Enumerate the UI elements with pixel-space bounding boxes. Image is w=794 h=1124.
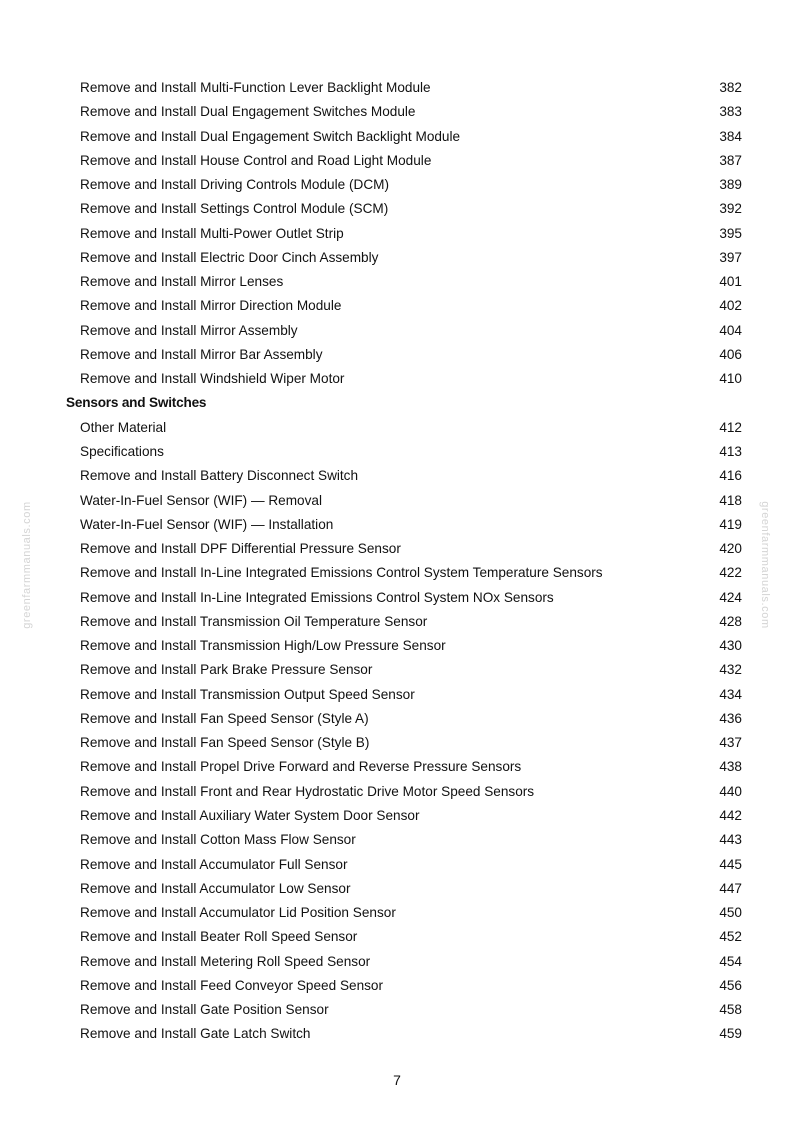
entry-page-number: 406 bbox=[719, 346, 742, 362]
entry-title: Remove and Install Mirror Assembly bbox=[80, 322, 298, 338]
entry-page-number: 397 bbox=[719, 249, 742, 265]
entry-page-number: 454 bbox=[719, 953, 742, 969]
entry-title: Remove and Install Front and Rear Hydrostatic Drive Motor Speed Sensors bbox=[80, 783, 535, 799]
toc-entry[interactable] bbox=[0, 731, 794, 755]
toc-section-heading bbox=[0, 391, 794, 415]
entry-page-number: 382 bbox=[719, 80, 742, 95]
entry-page-number: 456 bbox=[719, 977, 742, 993]
toc-entry[interactable] bbox=[0, 149, 794, 173]
entry-title: Remove and Install Mirror Lenses bbox=[80, 274, 284, 290]
entry-title: Remove and Install Electric Door Cinch Assembly bbox=[80, 249, 379, 265]
entry-page-number: 437 bbox=[719, 735, 742, 751]
toc-entry[interactable] bbox=[0, 658, 794, 682]
entry-page-number: 447 bbox=[719, 880, 742, 896]
entry-page-number: 392 bbox=[719, 201, 742, 217]
table-of-contents bbox=[0, 76, 794, 1047]
toc-entry[interactable] bbox=[0, 974, 794, 998]
toc-entry[interactable] bbox=[0, 367, 794, 391]
entry-title: Remove and Install Multi-Function Lever Backlight Module bbox=[80, 80, 431, 95]
toc-entry[interactable] bbox=[0, 173, 794, 197]
entry-title: Remove and Install Transmission High/Low Pressure Sensor bbox=[80, 638, 446, 654]
toc-entry[interactable] bbox=[0, 513, 794, 537]
entry-title: Remove and Install Gate Latch Switch bbox=[80, 1026, 311, 1042]
entry-page-number: 416 bbox=[719, 468, 742, 484]
toc-entry[interactable] bbox=[0, 1022, 794, 1046]
toc-entry[interactable] bbox=[0, 707, 794, 731]
entry-page-number: 450 bbox=[719, 905, 742, 921]
entry-page-number: 443 bbox=[719, 832, 742, 848]
entry-title: Remove and Install Settings Control Module (SCM) bbox=[80, 201, 389, 217]
toc-entry[interactable] bbox=[0, 683, 794, 707]
toc-entry[interactable] bbox=[0, 537, 794, 561]
toc-entry[interactable] bbox=[0, 780, 794, 804]
toc-entry[interactable] bbox=[0, 828, 794, 852]
entry-title: Remove and Install Accumulator Lid Position Sensor bbox=[80, 905, 396, 921]
entry-page-number: 438 bbox=[719, 759, 742, 775]
watermark-left: greenfarmmanuals.com bbox=[21, 501, 33, 629]
entry-page-number: 404 bbox=[719, 322, 742, 338]
entry-page-number: 418 bbox=[719, 492, 742, 508]
toc-entry[interactable] bbox=[0, 610, 794, 634]
entry-page-number: 440 bbox=[719, 783, 742, 799]
entry-page-number: 419 bbox=[719, 516, 742, 532]
entry-title: Other Material bbox=[80, 419, 167, 435]
entry-title: Remove and Install Fan Speed Sensor (Style A) bbox=[80, 710, 369, 726]
entry-page-number: 389 bbox=[719, 177, 742, 193]
toc-entry[interactable] bbox=[0, 755, 794, 779]
toc-entry[interactable] bbox=[0, 877, 794, 901]
entry-title: Remove and Install Park Brake Pressure Sensor bbox=[80, 662, 373, 678]
entry-title: Remove and Install Dual Engagement Switch Backlight Module bbox=[80, 128, 461, 144]
entry-title: Remove and Install House Control and Road Light Module bbox=[80, 152, 432, 168]
entry-title: Remove and Install Dual Engagement Switches Module bbox=[80, 104, 416, 120]
entry-title: Remove and Install In-Line Integrated Emissions Control System Temperature Sensors bbox=[80, 565, 603, 581]
toc-entry[interactable] bbox=[0, 76, 794, 100]
entry-page-number: 395 bbox=[719, 225, 742, 241]
entry-title: Remove and Install Multi-Power Outlet Strip bbox=[80, 225, 344, 241]
entry-title: Remove and Install Driving Controls Module (DCM) bbox=[80, 177, 389, 193]
entry-page-number: 413 bbox=[719, 443, 742, 459]
entry-page-number: 436 bbox=[719, 710, 742, 726]
toc-entry[interactable] bbox=[0, 222, 794, 246]
toc-entry[interactable] bbox=[0, 294, 794, 318]
toc-entry[interactable] bbox=[0, 925, 794, 949]
entry-title: Remove and Install Beater Roll Speed Sensor bbox=[80, 929, 358, 945]
entry-title: Remove and Install Battery Disconnect Switch bbox=[80, 468, 359, 484]
toc-entry[interactable] bbox=[0, 319, 794, 343]
entry-title: Remove and Install Cotton Mass Flow Sensor bbox=[80, 832, 356, 848]
toc-entry[interactable] bbox=[0, 561, 794, 585]
toc-entry[interactable] bbox=[0, 125, 794, 149]
entry-page-number: 445 bbox=[719, 856, 742, 872]
entry-title: Remove and Install DPF Differential Pressure Sensor bbox=[80, 541, 401, 557]
toc-entry[interactable] bbox=[0, 998, 794, 1022]
entry-title: Remove and Install Transmission Output Speed Sensor bbox=[80, 686, 415, 702]
toc-entry[interactable] bbox=[0, 343, 794, 367]
entry-page-number: 402 bbox=[719, 298, 742, 314]
toc-entry[interactable] bbox=[0, 804, 794, 828]
entry-page-number: 384 bbox=[719, 128, 742, 144]
entry-title: Water-In-Fuel Sensor (WIF) — Removal bbox=[80, 492, 322, 508]
entry-title: Remove and Install Fan Speed Sensor (Style B) bbox=[80, 735, 370, 751]
section-title: Sensors and Switches bbox=[66, 395, 207, 411]
entry-title: Water-In-Fuel Sensor (WIF) — Installation bbox=[80, 516, 334, 532]
entry-title: Remove and Install In-Line Integrated Emissions Control System NOx Sensors bbox=[80, 589, 554, 605]
entry-title: Remove and Install Auxiliary Water System Door Sensor bbox=[80, 807, 420, 823]
entry-page-number: 442 bbox=[719, 807, 742, 823]
entry-page-number: 452 bbox=[719, 929, 742, 945]
toc-entry[interactable] bbox=[0, 464, 794, 488]
toc-entry[interactable] bbox=[0, 950, 794, 974]
entry-title: Remove and Install Accumulator Full Sensor bbox=[80, 856, 348, 872]
entry-page-number: 383 bbox=[719, 104, 742, 120]
toc-entry[interactable] bbox=[0, 586, 794, 610]
watermark-right: greenfarmmanuals.com bbox=[759, 501, 771, 629]
entry-title: Remove and Install Mirror Bar Assembly bbox=[80, 346, 323, 362]
entry-page-number: 428 bbox=[719, 613, 742, 629]
entry-title: Remove and Install Propel Drive Forward and Reverse Pressure Sensors bbox=[80, 759, 522, 775]
toc-entry[interactable] bbox=[0, 489, 794, 513]
entry-title: Remove and Install Feed Conveyor Speed Sensor bbox=[80, 977, 384, 993]
entry-page-number: 424 bbox=[719, 589, 742, 605]
toc-entry[interactable] bbox=[0, 197, 794, 221]
page-number: 7 bbox=[393, 1072, 401, 1088]
toc-entry[interactable] bbox=[0, 901, 794, 925]
entry-page-number: 430 bbox=[719, 638, 742, 654]
toc-entry[interactable] bbox=[0, 853, 794, 877]
entry-title: Remove and Install Accumulator Low Sensor bbox=[80, 880, 351, 896]
toc-entry[interactable] bbox=[0, 100, 794, 124]
entry-page-number: 459 bbox=[719, 1026, 742, 1042]
entry-title: Remove and Install Transmission Oil Temperature Sensor bbox=[80, 613, 428, 629]
entry-page-number: 458 bbox=[719, 1002, 742, 1018]
toc-entry[interactable] bbox=[0, 440, 794, 464]
entry-title: Remove and Install Mirror Direction Module bbox=[80, 298, 342, 314]
entry-page-number: 387 bbox=[719, 152, 742, 168]
entry-title: Remove and Install Gate Position Sensor bbox=[80, 1002, 329, 1018]
entry-title: Remove and Install Windshield Wiper Motor bbox=[80, 371, 345, 387]
entry-page-number: 422 bbox=[719, 565, 742, 581]
entry-page-number: 420 bbox=[719, 541, 742, 557]
toc-entry[interactable] bbox=[0, 270, 794, 294]
entry-title: Remove and Install Metering Roll Speed Sensor bbox=[80, 953, 371, 969]
toc-entry[interactable] bbox=[0, 634, 794, 658]
entry-page-number: 410 bbox=[719, 371, 742, 387]
entry-page-number: 434 bbox=[719, 686, 742, 702]
entry-title: Specifications bbox=[80, 443, 164, 459]
toc-entry[interactable] bbox=[0, 416, 794, 440]
entry-page-number: 412 bbox=[719, 419, 742, 435]
toc-entry[interactable] bbox=[0, 246, 794, 270]
entry-page-number: 432 bbox=[719, 662, 742, 678]
entry-page-number: 401 bbox=[719, 274, 742, 290]
